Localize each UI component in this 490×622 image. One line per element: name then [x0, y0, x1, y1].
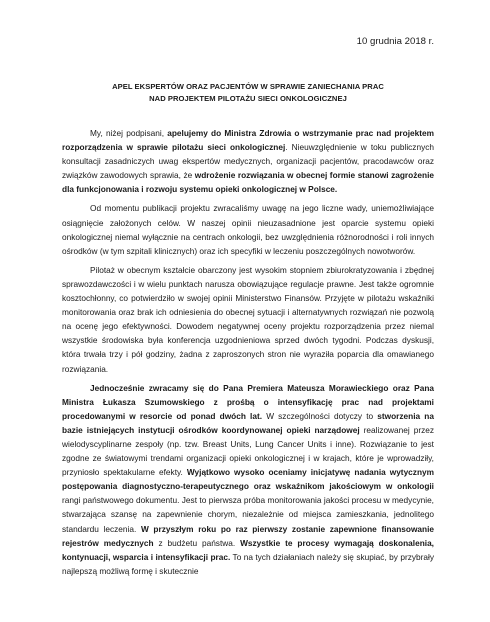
text-run: . Nieuwzględnienie w toku publicznych konsultacji zasadniczych uwag ekspertów medycznych, organizacji pacjentów, pracodawców oraz związków zawodowych sprawia, że [62, 142, 434, 181]
title-line: NAD PROJEKTEM PILOTAŻU SIECI ONKOLOGICZNEJ [149, 94, 347, 103]
paragraph [62, 381, 434, 578]
text-run: Od momentu publikacji projektu zwracaliśmy uwagę na jego liczne wady, uniemożliwiające osiągnięcie założonych celów. W naszej opinii nieuzasadnione jest oparcie systemu opieki onkologicznej niemal wyłącznie na centrach onkologii, bez uwzględnienia różnorodności i roli innych ośrodków (w tym szpitali klinicznych) oraz ich specyfiki w leczeniu poszczególnych nowotworów. [62, 203, 434, 256]
bold-text-run: W przyszłym roku po raz pierwszy zostanie zapewnione finansowanie rejestrów medycznych [62, 523, 434, 548]
paragraph [62, 263, 434, 376]
bold-text-run: Wyjątkowo wysoko oceniamy inicjatywę nadania wytycznym postępowania diagnostyczno-terapeutycznego oraz wskaźnikom jakościowym w onkologii [62, 467, 435, 492]
bold-text-run: stworzenia na bazie istniejących instytucji ośrodków koordynowanej opieki narządowej [62, 410, 434, 435]
text-run: W szczególności dotyczy to [262, 410, 378, 421]
title-line: APEL EKSPERTÓW ORAZ PACJENTÓW W SPRAWIE ZANIECHANIA PRAC [112, 82, 384, 91]
bold-text-run: apelujemy do Ministra Zdrowia o wstrzymanie prac nad projektem rozporządzenia w sprawie pilotażu sieci onkologicznej [62, 128, 434, 153]
document-title [62, 81, 434, 105]
text-run: My, niżej podpisani, [90, 128, 168, 138]
bold-text-run: Jednocześnie zwracamy się do Pana Premiera Mateusza Morawieckiego oraz Pana Ministra Łukasza Szumowskiego z prośbą o intensyfikację prac nad projektami procedowanymi w resorcie od ponad dwóch lat. [62, 382, 434, 421]
bold-text-run: wdrożenie rozwiązania w obecnej formie stanowi zagrożenie dla funkcjonowania i rozwoju systemu opieki onkologicznej w Polsce. [62, 170, 434, 195]
text-run: To na tych działaniach należy się skupiać, by przybrały najlepszą możliwą formę i skutecznie [62, 551, 434, 576]
paragraph [62, 201, 434, 257]
paragraph [62, 126, 434, 196]
text-run: z budżetu państwa. [153, 537, 241, 548]
document-body [62, 126, 434, 578]
bold-text-run: Wszystkie te procesy wymagają doskonalenia, kontynuacji, wsparcia i intensyfikacji prac. [62, 537, 434, 562]
document-date: 10 grudnia 2018 r. [356, 36, 434, 47]
text-run: Pilotaż w obecnym kształcie obarczony jest wysokim stopniem zbiurokratyzowania i zbędnej sprawozdawczości i w wielu punktach narusza obowiązujące regulacje prawne. Jest także ogromnie kosztochłonny, co potwierdziło w swojej opinii Ministerstwo Finansów. Przyjęte w pilotażu wskaźniki monitorowania oraz brak ich odniesienia do obecnej sytuacji i alternatywnych rozwiązań nie pozwolą na ocenę jego efektywności. Dowodem negatywnej oceny projektu rozporządzenia przez niemal wszystkie środowiska była konferencja uzgodnieniowa sprzed dwóch tygodni. Podczas dyskusji, która trwała trzy i pół godziny, żadna z zaproszonych stron nie wyraziła poparcia dla omawianego rozwiązania. [62, 264, 434, 374]
text-run: rangi państwowego dokumentu. Jest to pierwsza próba monitorowania jakości procesu w medycynie, stwarzająca szansę na zapewnienie chorym, niezależnie od miejsca zamieszkania, jednolitego standardu leczenia. [62, 495, 434, 534]
text-run: realizowanej przez wielodyscyplinarne zespoły (np. tzw. Breast Units, Lung Cancer Units i inne). Rozwiązanie to jest zgodne ze światowymi trendami organizacji opieki onkologicznej i w krajach, które je wprowadziły, przyniosło spektakularne efekty. [62, 424, 434, 478]
